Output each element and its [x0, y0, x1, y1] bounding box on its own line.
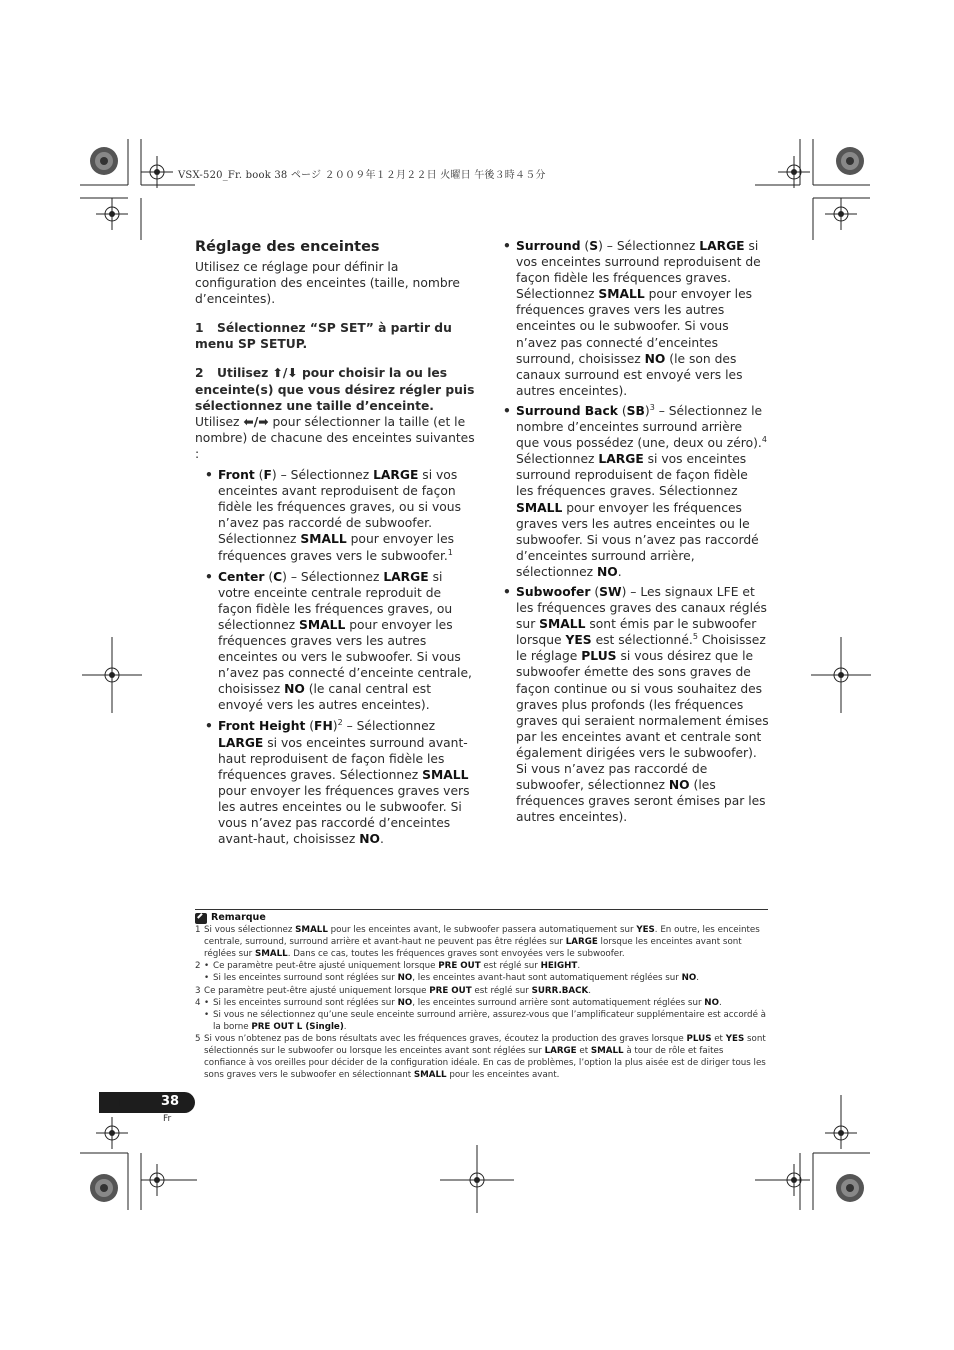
intro-text: Utilisez ce réglage pour définir la configuration des enceintes (taille, nombre d’enceintes).: [195, 260, 461, 307]
section-title: Réglage des enceintes: [195, 239, 380, 255]
list-item-front: • Front (F) – Sélectionnez LARGE si vos enceintes avant reproduisent de façon fidèle les fréquences graves, ou si vous n’avez pas raccordé de subwoofer. Sélectionnez SMALL pour envoyer les fréquences graves vers le subwoofer.$^1$: [195, 467, 475, 564]
right-column: [503, 238, 769, 825]
list-item-center: • Center (C) – Sélectionnez LARGE si votre enceinte centrale reproduit de façon fidèle les fréquences graves, ou sélectionnez SMALL pour envoyer les fréquences graves vers les autres enceintes ou vers le subwoofer. Si vous n’avez pas connecté d’enceinte centrale, choisissez NO (le canal central est envoyé vers les autres enceintes).: [195, 569, 475, 714]
step-2-body: Utilisez ⬅/➡ pour sélectionner la taille (et le nombre) de chacune des enceintes suivantes :: [195, 414, 475, 461]
list-item-surround-back: • Surround Back (SB)$^3$ – Sélectionnez le nombre d’enceintes surround arrière que vous possédez (une, deux ou zéro).$^4$ Sélectionnez LARGE si vos enceintes surround reproduisent de façon fidèle les fréquences graves. Sélectionnez SMALL pour envoyer les fréquences graves vers les autres enceintes ou le subwoofer. Si vous n’avez pas raccordé d’enceintes surround arrière, sélectionnez NO.: [503, 403, 769, 580]
footnote-1: 1 Si vous sélectionnez SMALL pour les enceintes avant, le subwoofer passera automatiquement sur YES. En outre, les enceintes centrale, surround, surround arrière et avant-haut ne peuvent pas être réglées sur LARGE lorsque les enceintes avant sont réglées sur SMALL. Dans ce cas, toutes les fréquences graves sont envoyées vers le subwoofer.: [195, 925, 760, 960]
list-item-front-height: • Front Height (FH)$^2$ – Sélectionnez LARGE si vos enceintes surround avant-haut reproduisent de façon fidèle les fréquences graves. Sélectionnez SMALL pour envoyer les fréquences graves vers les autres enceintes ou le subwoofer. Si vous n’avez pas raccordé d’enceintes avant-haut, choisissez NO.: [195, 718, 475, 847]
list-item-subwoofer: • Subwoofer (SW) – Les signaux LFE et les fréquences graves des canaux réglés sur SMALL sont émis par le subwoofer lorsque YES est sélectionné.$^5$ Choisissez le réglage PLUS si vous désirez que le subwoofer émette des sons graves de façon continue ou si vous souhaitez des graves plus profonds (les fréquences graves qui seraient normalement émises par les enceintes avant et centrale sont également dirigées vers le subwoofer). Si vous n’avez pas raccordé de subwoofer, sélectionnez NO (les fréquences graves seront émises par les autres enceintes).: [503, 584, 769, 825]
footnote-5: 5 Si vous n’obtenez pas de bons résultats avec les fréquences graves, écoutez la production des graves lorsque PLUS et YES sont sélectionnés sur le subwoofer ou lorsque les enceintes avant sont réglées sur LARGE et SMALL à tour de rôle et faites confiance à vos oreilles pour décider de la configuration idéale. En cas de problèmes, l’option la plus aisée est de diriger tous les sons graves vers le subwoofer en sélectionnant SMALL pour les enceintes avant.: [195, 1033, 766, 1081]
note-pencil-icon: [195, 913, 207, 924]
notes-box: [195, 909, 768, 1081]
print-header: VSX-520_Fr. book 38 ページ ２００９年１２月２２日 火曜日 午後３時４５分: [178, 170, 546, 181]
left-column: [195, 238, 475, 847]
footnote-2: 2 • Ce paramètre peut-être ajusté uniquement lorsque PRE OUT est réglé sur HEIGHT. • Si les enceintes surround sont réglées sur NO, les enceintes avant-haut sont automatiquement réglées sur NO.: [195, 960, 768, 984]
page-language: Fr: [163, 1114, 172, 1124]
list-item-surround: • Surround (S) – Sélectionnez LARGE si vos enceintes surround reproduisent de façon fidèle les fréquences graves. Sélectionnez SMALL pour envoyer les fréquences graves vers les autres enceintes ou le subwoofer. Si vous n’avez pas connecté d’enceintes surround, choisissez NO (le son des canaux surround est envoyé vers les autres enceintes).: [503, 238, 769, 399]
left-right-arrow-icon: ⬅/➡: [243, 414, 269, 429]
step-1: 1 Sélectionnez “SP SET” à partir du menu SP SETUP.: [195, 321, 452, 352]
page-number: 38: [160, 1094, 180, 1109]
footnote-3: 3 Ce paramètre peut-être ajusté uniquement lorsque PRE OUT est réglé sur SURR.BACK.: [195, 985, 591, 996]
up-down-arrow-icon: ⬆/⬇: [272, 366, 298, 381]
footnote-4: 4 • Si les enceintes surround sont réglées sur NO, les enceintes surround arrière sont automatiquement réglées sur NO. • Si vous ne sélectionnez qu’une seule enceinte surround arrière, assurez-vous que l’amplificateur supplémentaire est accordé à la borne PRE OUT L (Single).: [195, 997, 768, 1033]
step-2: 2 Utilisez ⬆/⬇ pour choisir la ou les enceinte(s) que vous désirez régler puis sélectionnez une taille d’enceinte.: [195, 366, 475, 413]
notes-heading: Remarque: [195, 912, 768, 924]
